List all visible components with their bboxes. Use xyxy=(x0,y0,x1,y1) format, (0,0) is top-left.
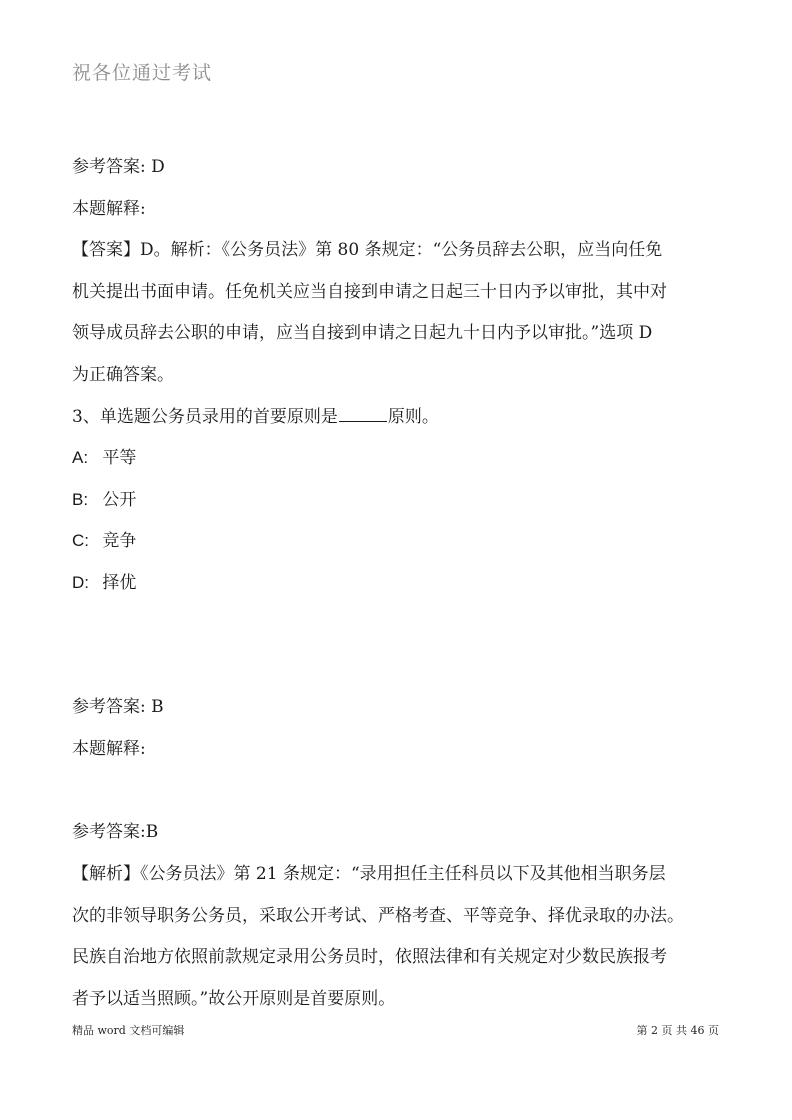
option-key: A: xyxy=(72,448,89,467)
footer-note: 精品 word 文档可编辑 xyxy=(72,1024,185,1037)
option-d xyxy=(72,568,722,593)
option-text: 平等 xyxy=(102,448,137,468)
page-header-title: 祝各位通过考试 xyxy=(72,62,213,84)
question-stem-text: 3、单选题公务员录用的首要原则是 xyxy=(72,407,338,427)
answer-label: 参考答案: B xyxy=(72,697,164,717)
question-stem xyxy=(72,402,722,427)
explanation-line: 者予以适当照顾。”故公开原则是首要原则。 xyxy=(72,989,396,1009)
question-stem-suffix: 原则。 xyxy=(387,407,439,427)
fill-in-blank xyxy=(339,407,387,422)
explanation-line: 机关提出书面申请。任免机关应当自接到申请之日起三十日内予以审批，其中对 xyxy=(72,282,667,302)
option-key: C: xyxy=(72,531,89,550)
option-c xyxy=(72,526,722,551)
option-text: 竞争 xyxy=(102,531,137,551)
option-a xyxy=(72,443,722,468)
explanation-line: 次的非领导职务公务员，采取公开考试、严格考查、平等竞争、择优录取的办法。 xyxy=(72,906,684,926)
explanation-line: 为正确答案。 xyxy=(72,365,174,385)
explanation-line: 领导成员辞去公职的申请，应当自接到申请之日起九十日内予以审批。”选项 D xyxy=(72,323,653,343)
explanation-line: 【解析】《公务员法》第 21 条规定：“录用担任主任科员以下及其他相当职务层 xyxy=(72,864,666,884)
explanation-line: 【答案】D。解析：《公务员法》第 80 条规定：“公务员辞去公职，应当向任免 xyxy=(72,240,663,260)
answer-label-repeat: 参考答案:B xyxy=(72,822,159,842)
page-number: 第 2 页 共 46 页 xyxy=(636,1024,719,1037)
option-b xyxy=(72,485,722,510)
option-text: 公开 xyxy=(102,490,137,510)
explanation-label: 本题解释: xyxy=(72,199,146,219)
option-key: D: xyxy=(72,573,89,592)
option-key: B: xyxy=(72,490,89,509)
explanation-line: 民族自治地方依照前款规定录用公务员时，依照法律和有关规定对少数民族报考 xyxy=(72,947,667,967)
answer-label: 参考答案: D xyxy=(72,157,165,177)
option-text: 择优 xyxy=(102,573,137,593)
explanation-label: 本题解释: xyxy=(72,739,146,759)
